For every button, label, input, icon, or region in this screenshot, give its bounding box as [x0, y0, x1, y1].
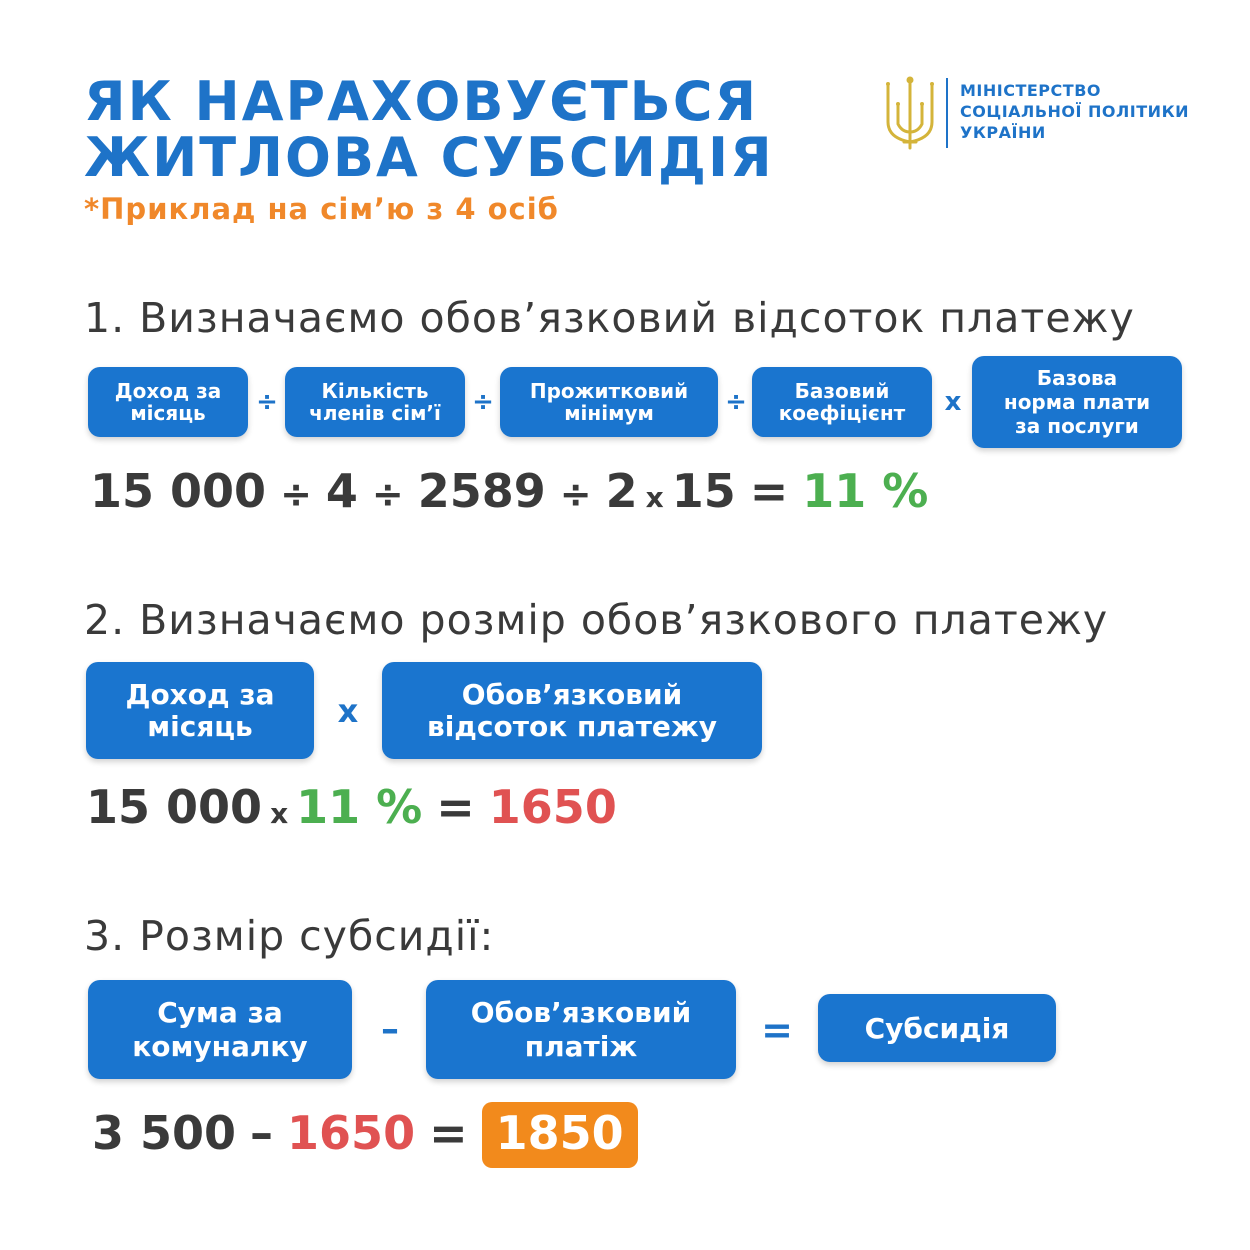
subsidy-result-badge: 1850 [482, 1102, 638, 1168]
section-3-heading: 3. Розмір субсидії: [84, 912, 495, 960]
section-2-heading: 2. Визначаємо розмір обов’язкового платежу [84, 596, 1109, 644]
logo-text-line-1: МІНІСТЕРСТВО [960, 81, 1101, 100]
divide-operator: ÷ [256, 387, 278, 417]
formula-box-income: Доход за місяць [86, 662, 314, 759]
formula-box-subsidy: Субсидія [818, 994, 1056, 1062]
section-2-equation: 15 000 x 11 % = 1650 [86, 780, 617, 834]
mandatory-payment-result: 1650 [488, 780, 617, 834]
equals-operator: = [761, 1007, 793, 1052]
logo-divider [946, 78, 948, 148]
formula-box-subsistence-minimum: Прожитковий мінімум [500, 367, 718, 437]
formula-box-mandatory-percentage: Обов’язковий відсоток платежу [382, 662, 762, 759]
page-subtitle: *Приклад на сім’ю з 4 осіб [84, 192, 559, 226]
formula-box-income: Доход за місяць [88, 367, 248, 437]
minus-operator: – [381, 1009, 399, 1050]
section-3-equation: 3 500 – 1650 = 1850 [92, 1102, 638, 1168]
logo-text-line-3: УКРАЇНИ [960, 123, 1046, 142]
divide-operator: ÷ [472, 387, 494, 417]
formula-box-utilities-sum: Сума за комуналку [88, 980, 352, 1079]
formula-box-family-members: Кількість членів сім’ї [285, 367, 465, 437]
section-1-heading: 1. Визначаємо обов’язковий відсоток платежу [84, 294, 1135, 342]
percentage-result: 11 % [802, 464, 929, 518]
multiply-operator: x [337, 691, 359, 730]
multiply-operator: x [944, 387, 962, 417]
page-title-line-2: ЖИТЛОВА СУБСИДІЯ [84, 126, 774, 189]
formula-box-base-norm: Базова норма плати за послуги [972, 356, 1182, 448]
trident-icon [880, 76, 940, 152]
section-1-equation: 15 000 ÷ 4 ÷ 2589 ÷ 2 x 15 = 11 % [90, 464, 929, 518]
logo-text-line-2: СОЦІАЛЬНОЇ ПОЛІТИКИ [960, 102, 1190, 121]
divide-operator: ÷ [725, 387, 747, 417]
formula-box-base-coefficient: Базовий коефіцієнт [752, 367, 932, 437]
formula-box-mandatory-payment: Обов’язковий платіж [426, 980, 736, 1079]
page-title-line-1: ЯК НАРАХОВУЄТЬСЯ [84, 70, 759, 133]
